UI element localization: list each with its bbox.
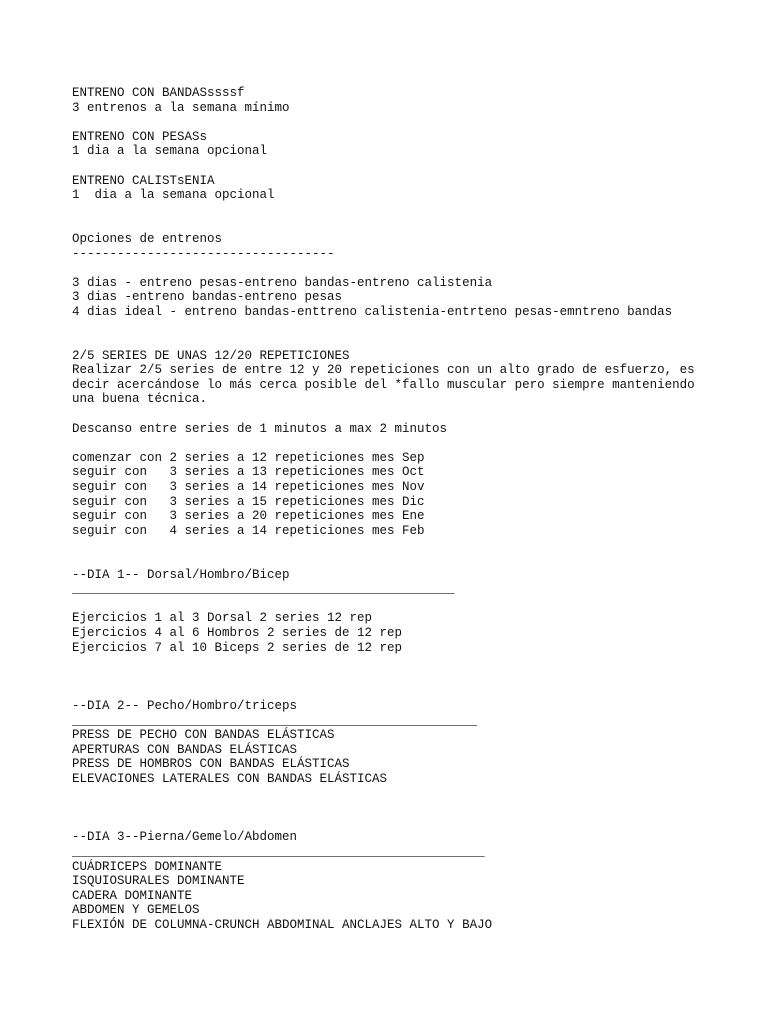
plan-row: seguir con 3 series a 15 repeticiones mes Dic bbox=[72, 494, 425, 509]
dia3-item: CADERA DOMINANTE bbox=[72, 888, 193, 903]
dia1-rule: ___________________________________________________ bbox=[72, 582, 455, 597]
dia2-item: PRESS DE HOMBROS CON BANDAS ELÁSTICAS bbox=[72, 757, 350, 772]
dia1-title: --DIA 1-- Dorsal/Hombro/Bicep bbox=[72, 567, 290, 582]
plan-row: seguir con 3 series a 13 repeticiones mes Oct bbox=[72, 465, 425, 480]
dia2-item: ELEVACIONES LATERALES CON BANDAS ELÁSTICAS bbox=[72, 771, 388, 786]
plan-row: seguir con 3 series a 14 repeticiones mes Nov bbox=[72, 480, 425, 495]
opciones-title: Opciones de entrenos bbox=[72, 231, 223, 246]
series-description: decir acercándose lo más cerca posible del *fallo muscular pero siempre manteniendo bbox=[72, 377, 695, 392]
dia3-item: FLEXIÓN DE COLUMNA-CRUNCH ABDOMINAL ANCLAJES ALTO Y BAJO bbox=[72, 917, 493, 932]
dia1-item: Ejercicios 1 al 3 Dorsal 2 series 12 rep bbox=[72, 611, 373, 626]
series-description: Realizar 2/5 series de entre 12 y 20 repeticiones con un alto grado de esfuerzo, es bbox=[72, 363, 695, 378]
document-page bbox=[72, 86, 752, 932]
calistenia-frequency: 1 dia a la semana opcional bbox=[72, 188, 275, 203]
plan-row: seguir con 3 series a 20 repeticiones mes Ene bbox=[72, 509, 425, 524]
dia1-item: Ejercicios 7 al 10 Biceps 2 series de 12 rep bbox=[72, 640, 403, 655]
dia3-item: CUÁDRICEPS DOMINANTE bbox=[72, 859, 223, 874]
descanso-text: Descanso entre series de 1 minutos a max 2 minutos bbox=[72, 421, 448, 436]
dia2-rule: ______________________________________________________ bbox=[72, 713, 478, 728]
plan-row: seguir con 4 series a 14 repeticiones mes Feb bbox=[72, 523, 425, 538]
series-title: 2/5 SERIES DE UNAS 12/20 REPETICIONES bbox=[72, 348, 350, 363]
dia3-rule: _______________________________________________________ bbox=[72, 844, 485, 859]
dia2-title: --DIA 2-- Pecho/Hombro/triceps bbox=[72, 698, 298, 713]
pesas-frequency: 1 dia a la semana opcional bbox=[72, 144, 268, 159]
bandas-frequency: 3 entrenos a la semana mínimo bbox=[72, 100, 290, 115]
dia2-item: PRESS DE PECHO CON BANDAS ELÁSTICAS bbox=[72, 728, 335, 743]
plan-row: comenzar con 2 series a 12 repeticiones mes Sep bbox=[72, 450, 425, 465]
calistenia-title: ENTRENO CALISTsENIA bbox=[72, 173, 215, 188]
dia3-item: ISQUIOSURALES DOMINANTE bbox=[72, 874, 245, 889]
dia3-title: --DIA 3--Pierna/Gemelo/Abdomen bbox=[72, 830, 298, 845]
dia1-item: Ejercicios 4 al 6 Hombros 2 series de 12 rep bbox=[72, 625, 403, 640]
opcion-item: 4 dias ideal - entreno bandas-enttreno calistenia-entrteno pesas-emntreno bandas bbox=[72, 304, 673, 319]
dia3-item: ABDOMEN Y GEMELOS bbox=[72, 903, 200, 918]
opciones-divider: ----------------------------------- bbox=[72, 246, 335, 261]
bandas-title: ENTRENO CON BANDASssssf bbox=[72, 86, 245, 100]
dia2-item: APERTURAS CON BANDAS ELÁSTICAS bbox=[72, 742, 298, 757]
pesas-title: ENTRENO CON PESASs bbox=[72, 129, 208, 144]
opcion-item: 3 dias -entreno bandas-entreno pesas bbox=[72, 290, 343, 305]
series-description: una buena técnica. bbox=[72, 392, 208, 407]
opcion-item: 3 dias - entreno pesas-entreno bandas-entreno calistenia bbox=[72, 275, 493, 290]
